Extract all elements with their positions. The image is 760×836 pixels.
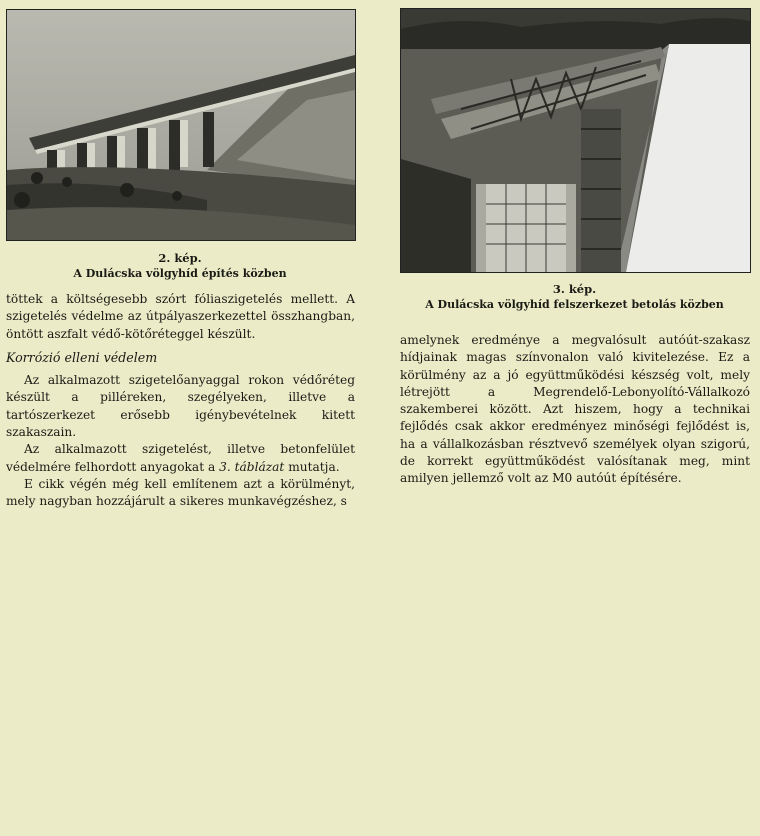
figure-2-caption <box>6 251 354 281</box>
paragraph-3-text-start: Az alkalmazott szigetelést, illetve betonfelület védelmére felhordott anyagokat a <box>6 442 355 474</box>
right-paragraph-1: amelynek eredménye a megvalósult autóút-szakasz hídjainak magas színvonalon való kivitelezése. Ez a körülmény az a jó együttműködési készség volt, mely létrejött a Megrendelő-Lebonyolító-Vállalkozó szakemberei között. Azt hiszem, hogy a technikai fejlődés csak akkor eredményez minőségi fejlődést is, ha a vállalkozásban résztvevő személyek olyan szigorú, de korrekt együttműködést valósítanak meg, mint amilyen jellemző volt az M0 autóút építésére. <box>400 333 750 486</box>
bridge-launching-photo <box>400 8 751 273</box>
figure-3-number: 3. kép. <box>552 282 597 296</box>
left-paragraph-2: Az alkalmazott szigetelőanyaggal rokon védőréteg készült a pilléreken, szegélyeken, illetve a tartószerkezet erősebb igénybevételnek kitett szakaszain. <box>6 373 355 440</box>
table-reference: 3. táblázat <box>219 459 285 474</box>
bridge-construction-photo <box>6 9 356 241</box>
figure-2-number: 2. kép. <box>158 251 202 265</box>
section-heading: Korrózió elleni védelem <box>6 349 158 365</box>
left-paragraph-1: töttek a költségesebb szórt fóliaszigetelés mellett. A szigetelés védelme az útpályaszerkezettel összhangban, öntött aszfalt védő-kötőréteggel készült. <box>6 292 355 341</box>
right-text-column <box>400 332 750 488</box>
left-paragraph-3 <box>6 441 355 476</box>
figure-3-caption <box>400 282 749 312</box>
left-text-column <box>6 291 355 511</box>
left-paragraph-4: E cikk végén még kell említenem azt a körülményt, mely nagyban hozzájárult a sikeres munkavégzéshez, s <box>6 476 355 509</box>
paragraph-3-text-end: mutatja. <box>284 459 340 474</box>
figure-3-title: A Dulácska völgyhíd felszerkezet betolás közben <box>425 298 724 311</box>
figure-2-title: A Dulácska völgyhíd építés közben <box>73 267 287 280</box>
